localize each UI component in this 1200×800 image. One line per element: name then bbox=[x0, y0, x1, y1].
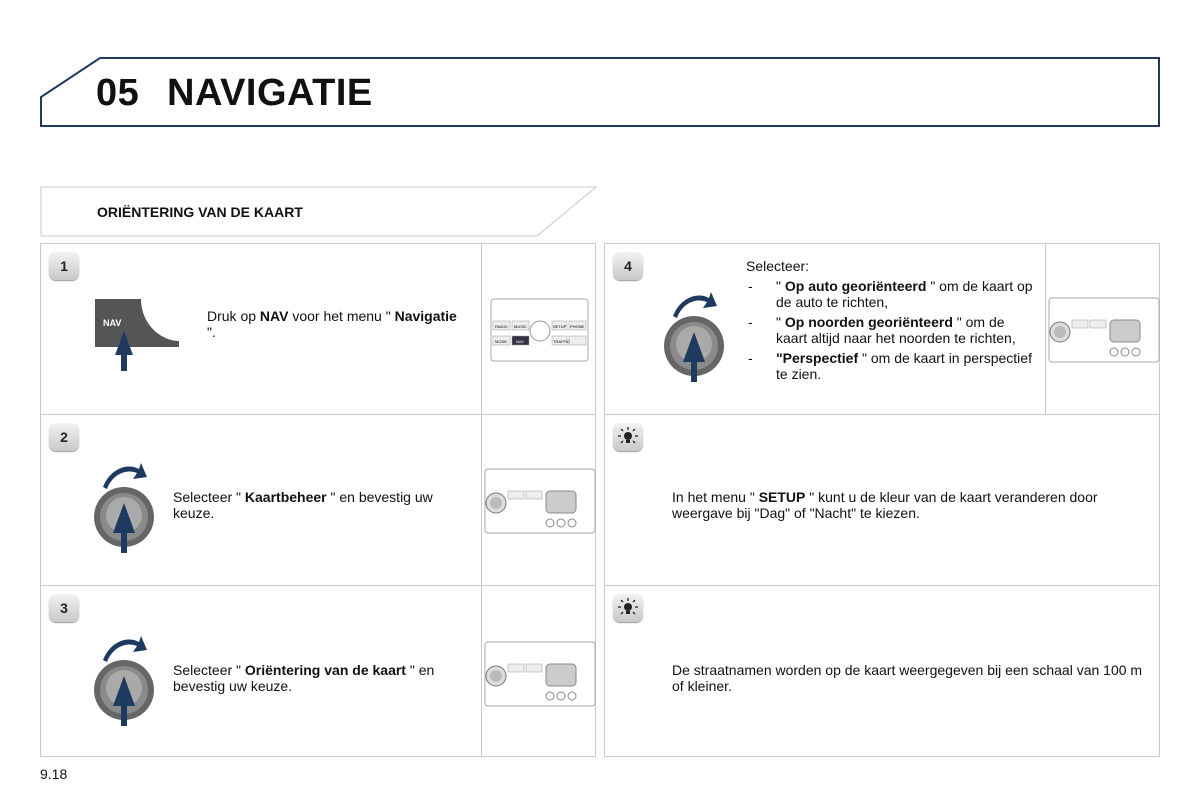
radio-panel-nav-illustration bbox=[490, 294, 590, 369]
traffic-label: TRAFFIC bbox=[553, 339, 570, 344]
nav-button-label: NAV bbox=[103, 318, 122, 328]
tip-1-badge bbox=[613, 423, 643, 451]
nav-small-label: NAV bbox=[516, 339, 524, 344]
step-2-text: Selecteer " Kaartbeheer " en bevestig uw keuze. bbox=[173, 489, 433, 521]
radio-label: RADIO bbox=[495, 324, 508, 329]
step-4-intro: Selecteer: bbox=[746, 258, 810, 274]
step-1-image-cell bbox=[481, 244, 596, 414]
nav-button-press-icon bbox=[91, 299, 181, 374]
section-title: ORIËNTERING VAN DE KAART bbox=[97, 204, 303, 220]
radio-panel-setup-illustration bbox=[484, 467, 596, 537]
option-car-oriented: - " Op auto georiënteerd " om de kaart op de auto te richten, bbox=[746, 278, 1036, 310]
radio-panel-setup-illustration bbox=[1048, 296, 1160, 366]
step-3-text: Selecteer " Oriëntering van de kaart " en bevestig uw keuze. bbox=[173, 662, 435, 694]
step-1-text: Druk op NAV voor het menu " Navigatie ". bbox=[207, 308, 457, 340]
step-3-badge: 3 bbox=[49, 594, 79, 622]
step-2-panel bbox=[40, 414, 596, 586]
setup-label: SETUP bbox=[553, 324, 567, 329]
radio-panel-setup-illustration bbox=[484, 640, 596, 710]
orientation-options-list bbox=[746, 278, 1036, 382]
tip-2-text: De straatnamen worden op de kaart weergegeven bij een schaal van 100 m of kleiner. bbox=[672, 662, 1143, 694]
step-3-panel bbox=[40, 585, 596, 757]
rotary-knob-press-icon bbox=[91, 455, 161, 555]
option-north-oriented: - " Op noorden georiënteerd " om de kaart altijd naar het noorden te richten, bbox=[746, 314, 1036, 346]
step-1-panel bbox=[40, 243, 596, 415]
tip-2-panel bbox=[604, 585, 1160, 757]
option-perspective: - "Perspectief " om de kaart in perspectief te zien. bbox=[746, 350, 1036, 382]
tip-1-panel bbox=[604, 414, 1160, 586]
rotary-knob-press-icon bbox=[661, 284, 731, 384]
chapter-title: NAVIGATIE bbox=[167, 72, 373, 114]
step-4-image-cell bbox=[1045, 244, 1160, 414]
mode-label: MODE bbox=[495, 339, 507, 344]
step-2-badge: 2 bbox=[49, 423, 79, 451]
phone-label: PHONE bbox=[570, 324, 585, 329]
page-number: 9.18 bbox=[40, 766, 68, 782]
tip-1-text: In het menu " SETUP " kunt u de kleur van de kaart veranderen door weergave bij "Dag" of "Nacht" te kiezen. bbox=[672, 489, 1098, 521]
step-4-badge: 4 bbox=[613, 252, 643, 280]
step-2-image-cell bbox=[481, 415, 596, 585]
music-label: MUSIC bbox=[514, 324, 527, 329]
tip-2-badge bbox=[613, 594, 643, 622]
chapter-number: 05 bbox=[96, 72, 140, 114]
lightbulb-icon bbox=[613, 423, 643, 451]
step-4-text bbox=[746, 258, 1036, 386]
step-3-image-cell bbox=[481, 586, 596, 756]
step-1-badge: 1 bbox=[49, 252, 79, 280]
rotary-knob-press-icon bbox=[91, 628, 161, 728]
step-4-panel bbox=[604, 243, 1160, 415]
lightbulb-icon bbox=[613, 594, 643, 622]
